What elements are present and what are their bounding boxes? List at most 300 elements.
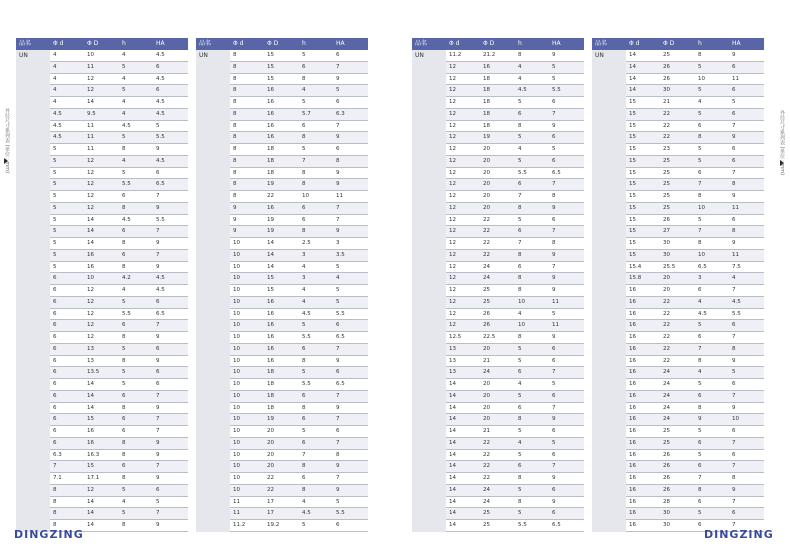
table-cell: 5 [518,357,522,364]
table-cell: 6.5 [336,381,345,387]
table-cell: 11 [732,204,739,211]
table-cell: 6 [552,357,556,364]
table-cell: 16 [87,439,94,446]
table-row [50,379,188,391]
table-cell: 18 [267,157,274,164]
table-cell: 5 [302,322,306,329]
table-cell: 20 [267,428,274,434]
table-row [446,320,584,332]
table-row [50,450,188,462]
table-cell: 8 [233,193,237,199]
table-row [626,403,764,415]
table-cell: 10 [233,345,240,352]
table-cell: 22 [267,475,274,481]
table-row [446,109,584,121]
table-cell: 4 [53,63,57,70]
table-cell: 11 [87,134,94,141]
table-row [446,473,584,485]
table-cell: 10 [698,251,705,258]
table-cell: 6 [698,522,702,528]
table-cell: 10 [698,75,705,82]
table-cell: 4 [122,75,126,82]
table-cell: 6 [732,322,736,329]
table-cell: 7 [336,475,340,481]
table-cell: 20 [267,451,274,458]
table-cell: 24 [663,404,670,411]
table-row [230,215,368,227]
column-header: HA [156,40,165,47]
table-row [230,226,368,238]
size-table-1 [16,38,188,532]
table-cell: 6 [518,110,522,117]
table-row [230,273,368,285]
table-cell: 16 [629,510,636,517]
table-cell: 6 [336,522,340,528]
table-cell: 16 [629,345,636,352]
table-row [50,344,188,356]
table-cell: 5 [552,75,556,82]
table-cell: 8 [233,169,237,176]
table-cell: 4.5 [302,310,311,317]
table-cell: 7 [552,404,556,411]
table-cell: 6 [732,381,736,387]
product-name: UN [199,52,208,59]
table-cell: 8 [698,193,702,199]
table-cell: 5 [518,392,522,399]
table-cell: 14 [267,263,274,270]
table-cell: 5 [53,193,57,199]
table-cell: 4 [122,110,126,117]
table-cell: 11 [87,146,94,152]
table-cell: 13.5 [87,369,100,376]
table-row [446,273,584,285]
table-cell: 16 [267,99,274,105]
table-cell: 12 [87,287,94,293]
table-cell: 5 [518,451,522,458]
table-row [446,497,584,509]
table-cell: 9 [552,334,556,340]
table-cell: 7.5 [732,263,741,270]
table-cell: 5 [732,99,736,105]
table-cell: 9 [732,240,736,246]
table-row [230,85,368,97]
table-cell: 10 [233,369,240,376]
table-cell: 22 [663,334,670,340]
table-cell: 16 [87,251,94,258]
table-cell: 9 [336,181,340,188]
table-row [446,391,584,403]
table-cell: 9.5 [87,110,96,117]
table-cell: 10 [233,439,240,446]
table-cell: 18 [267,392,274,399]
table-cell: 24 [483,263,490,270]
table-row [626,62,764,74]
table-row [446,144,584,156]
table-cell: 15 [629,110,636,117]
table-row [50,168,188,180]
table-cell: 6 [518,181,522,188]
table-row [50,121,188,133]
table-cell: 12 [87,322,94,329]
column-header: h [302,40,306,47]
table-cell: 8 [53,522,57,528]
table-cell: 8 [122,146,126,152]
table-cell: 6 [698,439,702,446]
table-cell: 4 [122,498,126,505]
table-cell: 5 [518,99,522,105]
table-cell: 7 [552,369,556,376]
table-cell: 19 [267,228,274,235]
table-cell: 24 [663,369,670,376]
table-cell: 27 [663,228,670,235]
table-cell: 5.5 [552,87,561,94]
table-cell: 22 [663,322,670,329]
table-row [446,414,584,426]
table-cell: 6.5 [552,522,561,528]
table-cell: 18 [267,169,274,176]
table-cell: 5.5 [156,216,165,223]
table-cell: 16 [629,392,636,399]
table-cell: 6 [732,428,736,434]
table-cell: 11 [732,75,739,82]
column-header: Φ d [53,40,64,47]
table-row [50,203,188,215]
table-cell: 12 [449,110,456,117]
table-cell: 8 [698,486,702,493]
side-caption-right: 外径尺寸系列表 (单位 : mm) [779,110,785,176]
table-cell: 14 [87,216,94,223]
table-cell: 9 [732,357,736,364]
table-cell: 16 [267,122,274,129]
table-cell: 19 [267,181,274,188]
table-cell: 9 [156,263,160,270]
table-cell: 6 [302,392,306,399]
table-cell: 8 [732,345,736,352]
column-header: Φ D [663,40,675,47]
table-cell: 7 [732,392,736,399]
table-cell: 25 [663,428,670,434]
table-row [230,520,368,532]
table-cell: 6 [552,157,556,164]
table-cell: 7 [518,240,522,246]
table-cell: 20 [483,193,490,199]
table-cell: 18 [483,99,490,105]
table-row [50,508,188,520]
table-cell: 6 [336,322,340,329]
table-cell: 14 [449,510,456,517]
table-row [230,438,368,450]
table-row [230,132,368,144]
table-cell: 7 [552,463,556,470]
table-cell: 9 [233,228,237,235]
table-row [446,226,584,238]
size-table-4 [592,38,764,532]
table-cell: 4.5 [122,216,131,223]
table-cell: 4 [53,75,57,82]
table-cell: 10 [87,275,94,282]
table-cell: 4.5 [156,157,165,164]
table-cell: 14 [449,381,456,387]
table-cell: 4 [518,146,522,152]
table-row [626,179,764,191]
table-row [626,121,764,133]
table-cell: 12 [87,169,94,176]
table-cell: 6 [156,63,160,70]
table-cell: 11.2 [233,522,246,528]
table-cell: 6 [156,87,160,94]
table-cell: 5 [336,298,340,305]
table-cell: 5 [552,310,556,317]
table-cell: 9 [156,451,160,458]
table-cell: 6 [698,498,702,505]
table-row [50,426,188,438]
table-cell: 20 [483,204,490,211]
table-cell: 4 [53,87,57,94]
table-cell: 16 [629,475,636,481]
table-cell: 11 [87,63,94,70]
table-cell: 9 [156,240,160,246]
column-header: HA [552,40,561,47]
table-cell: 5 [53,204,57,211]
table-cell: 9 [552,251,556,258]
table-cell: 8 [552,193,556,199]
table-row [230,485,368,497]
table-cell: 25 [483,510,490,517]
column-header: Φ d [449,40,460,47]
table-row [626,144,764,156]
table-cell: 14 [629,87,636,94]
table-cell: 13 [449,357,456,364]
table-cell: 4 [302,287,306,293]
table-cell: 6 [336,146,340,152]
table-cell: 7 [336,416,340,423]
table-cell: 6 [336,428,340,434]
table-cell: 9 [552,498,556,505]
table-row [446,485,584,497]
table-cell: 6.5 [156,181,165,188]
table-cell: 5 [552,63,556,70]
table-cell: 10 [233,287,240,293]
table-cell: 14 [449,498,456,505]
table-cell: 6 [552,486,556,493]
table-cell: 5 [53,240,57,246]
table-row [230,144,368,156]
table-cell: 12 [449,251,456,258]
table-row [446,62,584,74]
table-cell: 8 [233,157,237,164]
table-cell: 5 [53,181,57,188]
table-row [230,497,368,509]
table-cell: 9 [552,275,556,282]
table-cell: 14 [449,486,456,493]
table-cell: 6 [732,146,736,152]
table-cell: 16 [629,369,636,376]
table-cell: 5 [698,510,702,517]
table-row [446,356,584,368]
table-cell: 5 [698,157,702,164]
table-cell: 8 [518,204,522,211]
table-row [626,332,764,344]
table-cell: 6 [53,334,57,340]
table-cell: 16 [629,498,636,505]
table-cell: 10 [233,381,240,387]
table-row [230,191,368,203]
table-cell: 9 [156,204,160,211]
table-cell: 8 [698,404,702,411]
table-cell: 9 [233,216,237,223]
table-cell: 9 [156,404,160,411]
table-row [446,50,584,62]
table-cell: 6 [53,369,57,376]
table-cell: 9 [336,134,340,141]
table-header [412,38,584,50]
table-cell: 10 [233,275,240,282]
table-row [626,50,764,62]
table-row [50,97,188,109]
table-cell: 25.5 [663,263,676,270]
table-cell: 6.5 [336,334,345,340]
table-cell: 22 [663,110,670,117]
table-cell: 6 [122,322,126,329]
table-cell: 6 [156,369,160,376]
table-cell: 8 [518,122,522,129]
table-header [196,38,368,50]
table-cell: 8 [233,75,237,82]
table-cell: 6 [552,510,556,517]
table-row [626,191,764,203]
table-row [446,438,584,450]
table-cell: 8 [518,416,522,423]
table-cell: 5 [156,122,160,129]
table-cell: 6 [732,63,736,70]
table-cell: 12 [449,122,456,129]
table-cell: 26 [663,63,670,70]
table-cell: 6 [53,381,57,387]
table-cell: 18 [267,146,274,152]
table-cell: 8 [233,87,237,94]
table-cell: 4 [698,369,702,376]
table-cell: 25 [483,287,490,293]
table-cell: 6 [552,216,556,223]
table-cell: 6 [732,451,736,458]
table-cell: 5 [53,216,57,223]
table-cell: 12 [449,310,456,317]
table-cell: 6 [122,392,126,399]
column-header: Φ D [483,40,495,47]
table-cell: 16 [267,334,274,340]
table-cell: 11 [87,122,94,129]
table-cell: 15 [629,157,636,164]
table-cell: 15 [629,193,636,199]
table-cell: 8 [302,228,306,235]
table-cell: 13 [449,345,456,352]
table-cell: 3.5 [336,251,345,258]
product-name: UN [19,52,28,59]
table-cell: 14 [449,475,456,481]
table-cell: 6 [53,416,57,423]
table-cell: 8 [302,463,306,470]
table-cell: 4.5 [698,310,707,317]
table-cell: 22.5 [483,334,496,340]
table-cell: 4.5 [156,287,165,293]
table-cell: 4.5 [156,52,165,58]
table-cell: 10 [233,263,240,270]
table-row [446,121,584,133]
table-row [50,85,188,97]
column-header: Φ D [267,40,279,47]
table-cell: 12 [449,240,456,246]
table-cell: 6.5 [156,310,165,317]
table-cell: 8 [302,181,306,188]
table-cell: 9 [732,52,736,58]
table-row [626,273,764,285]
table-cell: 6 [156,169,160,176]
table-row [50,144,188,156]
table-cell: 10 [233,486,240,493]
table-cell: 5 [336,263,340,270]
table-cell: 6.3 [53,451,62,458]
table-cell: 16 [267,87,274,94]
table-cell: 4.5 [732,298,741,305]
table-cell: 6 [698,169,702,176]
table-cell: 6 [336,99,340,105]
table-cell: 22 [267,193,274,199]
table-cell: 16 [483,63,490,70]
table-cell: 7 [336,204,340,211]
table-cell: 8 [122,240,126,246]
table-cell: 14 [267,240,274,246]
table-row [50,320,188,332]
table-cell: 7 [732,169,736,176]
table-cell: 11 [233,498,240,505]
table-cell: 4.5 [156,110,165,117]
table-cell: 15 [267,63,274,70]
table-cell: 7 [698,345,702,352]
table-cell: 6 [698,463,702,470]
table-cell: 25 [663,169,670,176]
table-cell: 6 [518,369,522,376]
table-row [626,297,764,309]
table-cell: 16 [629,310,636,317]
table-cell: 5 [518,510,522,517]
table-cell: 16 [629,416,636,423]
table-row [626,320,764,332]
table-cell: 18 [483,110,490,117]
table-cell: 11 [552,298,559,305]
table-cell: 8 [732,181,736,188]
table-row [50,391,188,403]
table-cell: 16 [629,486,636,493]
table-cell: 15 [629,251,636,258]
table-cell: 10 [233,416,240,423]
table-cell: 14 [449,522,456,528]
table-cell: 14 [629,52,636,58]
table-cell: 15 [629,204,636,211]
table-cell: 4 [698,99,702,105]
table-cell: 14 [449,463,456,470]
table-cell: 5.5 [302,381,311,387]
column-header: HA [732,40,741,47]
table-cell: 13 [87,357,94,364]
table-cell: 4 [122,99,126,105]
table-cell: 8 [518,498,522,505]
table-cell: 14 [449,416,456,423]
table-row [230,332,368,344]
table-row [446,250,584,262]
table-cell: 7 [156,251,160,258]
table-row [230,450,368,462]
table-cell: 8 [302,134,306,141]
